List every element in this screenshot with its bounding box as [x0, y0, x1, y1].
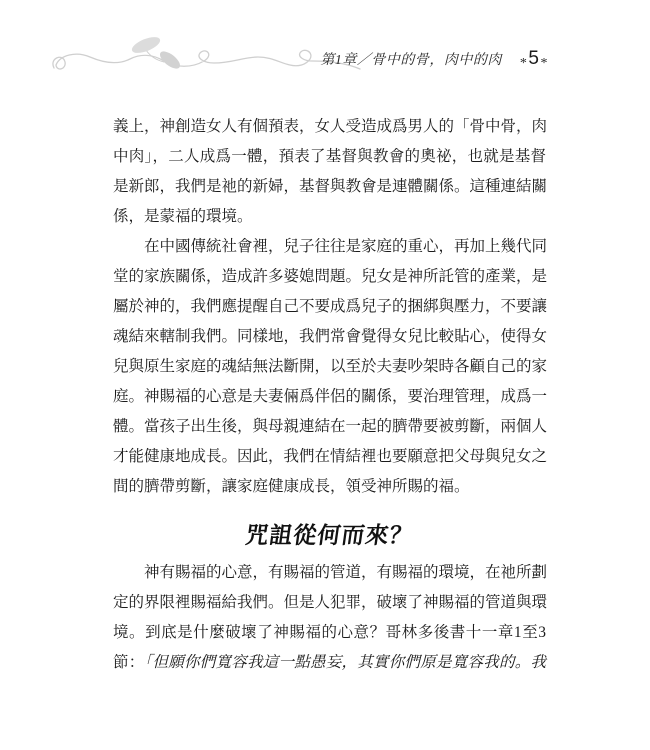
section-heading: 咒詛從何而來？ — [243, 522, 416, 548]
text-line: 境。到底是什麼破壞了神賜福的心意？哥林多後書十一章1至3 — [113, 624, 546, 641]
text-line: 堂的家族關係，造成許多婆媳問題。兒女是神所託管的產業，是 — [113, 268, 548, 285]
page-number — [519, 48, 548, 71]
text-line: 義上，神創造女人有個預表，女人受造成爲男人的「骨中骨，肉 — [113, 118, 548, 135]
text-line: 魂結來轄制我們。同樣地，我們常會覺得女兒比較貼心，使得女 — [113, 328, 548, 345]
text-line: 屬於神的，我們應提醒自己不要成爲兒子的捆綁與壓力，不要讓 — [113, 298, 548, 315]
scripture-quote: 「但願你們寬容我這一點愚妄，其實你們原是寬容我的。我 — [144, 654, 546, 671]
text-line: 才能健康地成長。因此，我們在情結裡也要願意把父母與兒女之 — [113, 448, 548, 465]
vine-flourish-icon — [46, 36, 366, 86]
text-line: 係，是蒙福的環境。 — [113, 208, 253, 225]
running-header — [320, 48, 548, 70]
text-line — [113, 648, 546, 678]
text-line: 在中國傳統社會裡，兒子往往是家庭的重心，再加上幾代同 — [113, 238, 548, 255]
text-line: 神有賜福的心意，有賜福的管道，有賜福的環境，在祂所劃 — [113, 564, 548, 581]
asterisk-decoration: * — [540, 56, 548, 71]
body-text — [113, 112, 546, 678]
text-line: 庭。神賜福的心意是夫妻倆爲伴侶的關係，要治理管理，成爲一 — [113, 388, 548, 405]
chapter-title: 第1章／骨中的骨，肉中的肉 — [320, 53, 502, 68]
page-number-value: 5 — [528, 48, 540, 69]
text-line: 間的臍帶剪斷，讓家庭健康成長，領受神所賜的福。 — [113, 478, 470, 495]
asterisk-decoration: * — [519, 56, 528, 71]
text-line: 體。當孩子出生後，與母親連結在一起的臍帶要被剪斷，兩個人 — [113, 418, 548, 435]
text-line: 定的界限裡賜福給我們。但是人犯罪，破壞了神賜福的管道與環 — [113, 594, 548, 611]
text-line: 兒與原生家庭的魂結無法斷開，以至於夫妻吵架時各顧自己的家 — [113, 358, 548, 375]
text-line: 中肉」，二人成爲一體，預表了基督與教會的奧祕，也就是基督 — [113, 148, 546, 165]
text-line: 是新郎，我們是祂的新婦，基督與教會是連體關係。這種連結關 — [113, 178, 548, 195]
verse-reference: 節： — [113, 654, 145, 671]
